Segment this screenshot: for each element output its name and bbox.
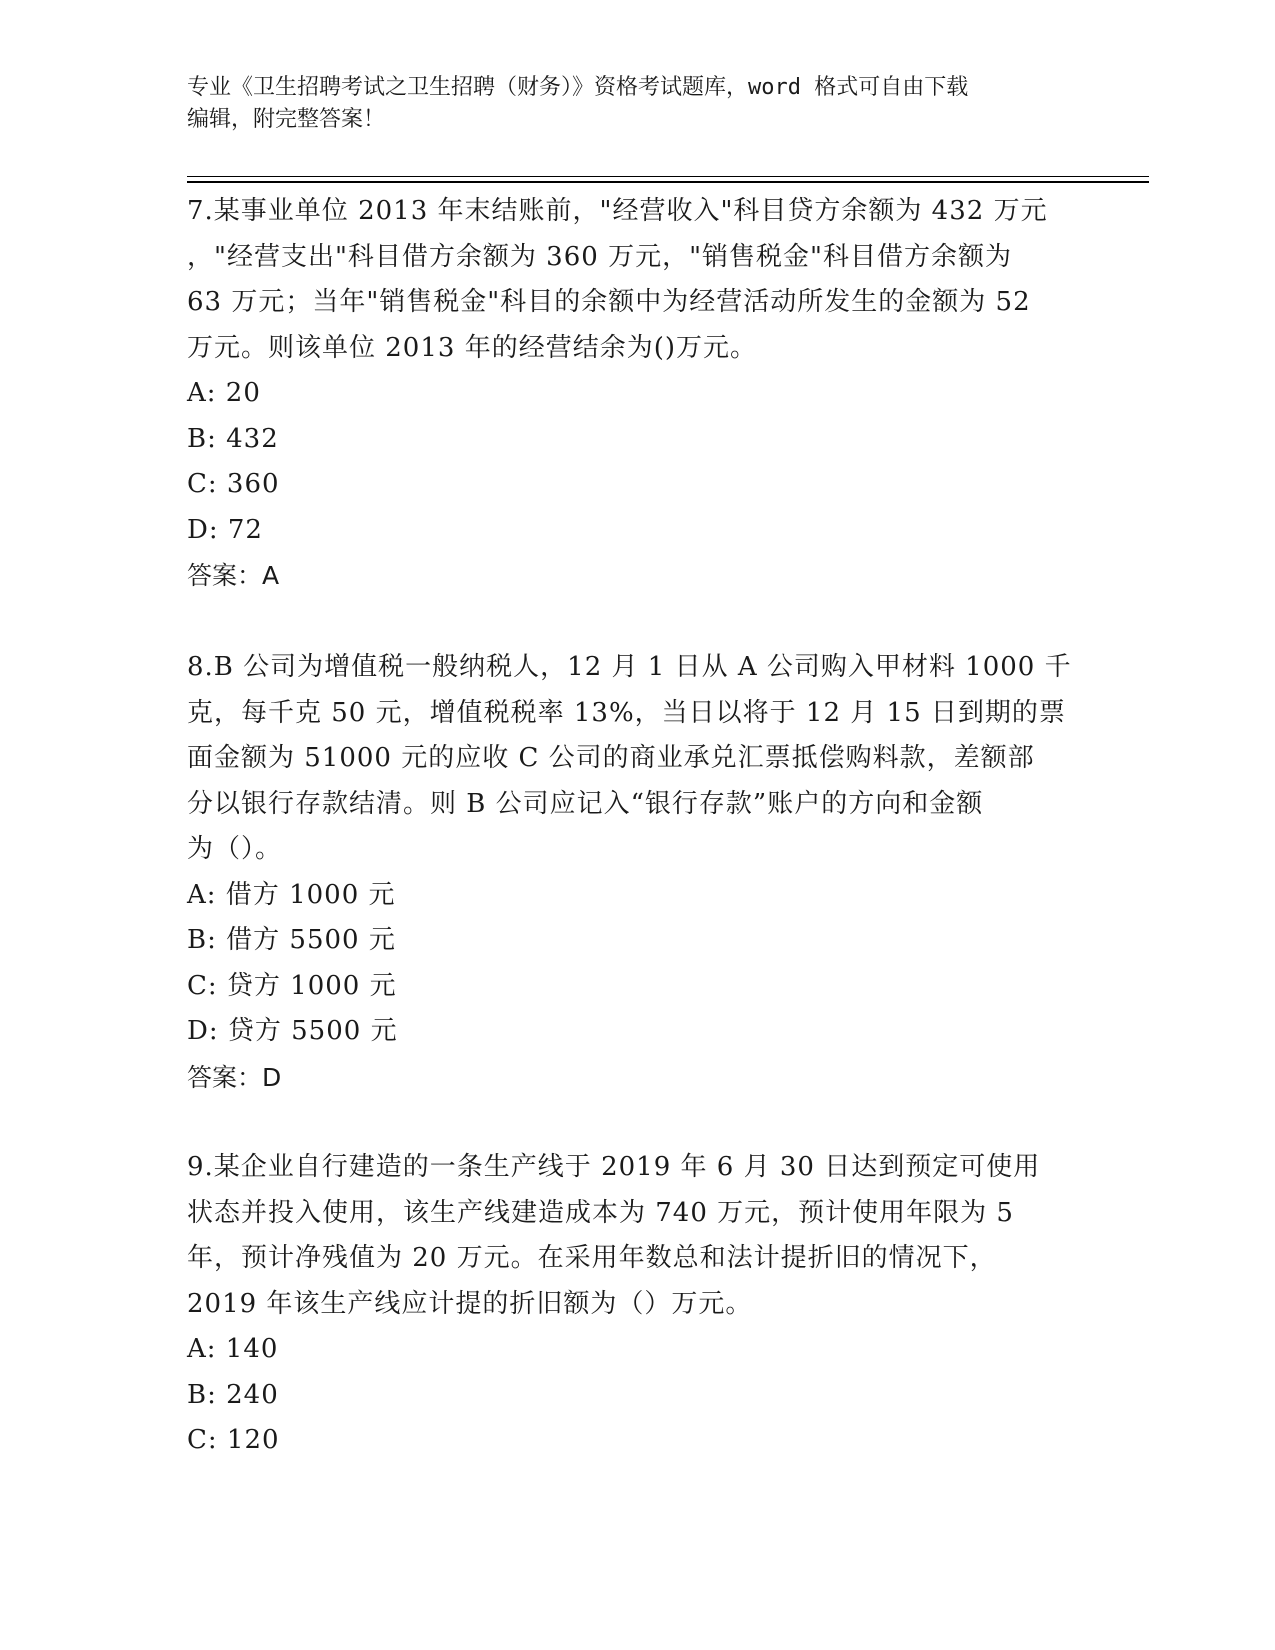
question-text-line: 7.某事业单位 2013 年末结账前，"经营收入"科目贷方余额为 432 万元 (187, 196, 1048, 226)
question-text-line: 2019 年该生产线应计提的折旧额为（）万元。 (187, 1288, 753, 1319)
header-divider-thin (187, 176, 1149, 177)
option-b: B: 240 (187, 1379, 279, 1410)
option-a: A: 140 (187, 1334, 279, 1364)
answer-label: 答案：D (187, 1062, 282, 1092)
question-text-line: 万元。则该单位 2013 年的经营结余为()万元。 (187, 332, 757, 363)
option-d: D: 贷方 5500 元 (187, 1016, 398, 1046)
question-text-line: 为（）。 (187, 834, 283, 864)
document-header (187, 72, 1087, 136)
option-d: D: 72 (187, 514, 263, 545)
question-text-line: 克，每千克 50 元，增值税税率 13%，当日以将于 12 月 15 日到期的票 (187, 697, 1066, 728)
option-c: C: 120 (187, 1425, 280, 1455)
header-line-2: 编辑，附完整答案！ (187, 107, 386, 132)
question-text-line: 9.某企业自行建造的一条生产线于 2019 年 6 月 30 日达到预定可使用 (187, 1152, 1041, 1182)
question-text-line: 8.B 公司为增值税一般纳税人，12 月 1 日从 A 公司购入甲材料 1000 千 (187, 652, 1072, 682)
question-text-line: 分以银行存款结清。则 B 公司应记入“银行存款”账户的方向和金额 (187, 788, 984, 819)
question-text-line: 状态并投入使用，该生产线建造成本为 740 万元，预计使用年限为 5 (187, 1197, 1014, 1228)
option-c: C: 360 (187, 469, 280, 499)
question-text-line: 年，预计净残值为 20 万元。在采用年数总和法计提折旧的情况下， (187, 1243, 997, 1273)
question-text-line: 63 万元；当年"销售税金"科目的余额中为经营活动所发生的金额为 52 (187, 287, 1031, 317)
option-a: A: 借方 1000 元 (187, 879, 396, 910)
option-b: B: 432 (187, 423, 279, 454)
option-b: B: 借方 5500 元 (187, 925, 396, 955)
question-7 (187, 189, 1087, 599)
header-line-1: 专业《卫生招聘考试之卫生招聘（财务）》资格考试题库，word 格式可自由下载 (187, 75, 969, 100)
header-divider-thick (187, 181, 1149, 183)
option-c: C: 贷方 1000 元 (187, 970, 397, 1001)
question-text-line: ，"经营支出"科目借方余额为 360 万元，"销售税金"科目借方余额为 (187, 241, 1012, 272)
question-9 (187, 1145, 1087, 1464)
answer-label: 答案：A (187, 561, 280, 590)
option-a: A: 20 (187, 378, 261, 408)
question-text-line: 面金额为 51000 元的应收 C 公司的商业承兑汇票抵偿购料款，差额部 (187, 743, 1035, 773)
question-8 (187, 645, 1087, 1100)
